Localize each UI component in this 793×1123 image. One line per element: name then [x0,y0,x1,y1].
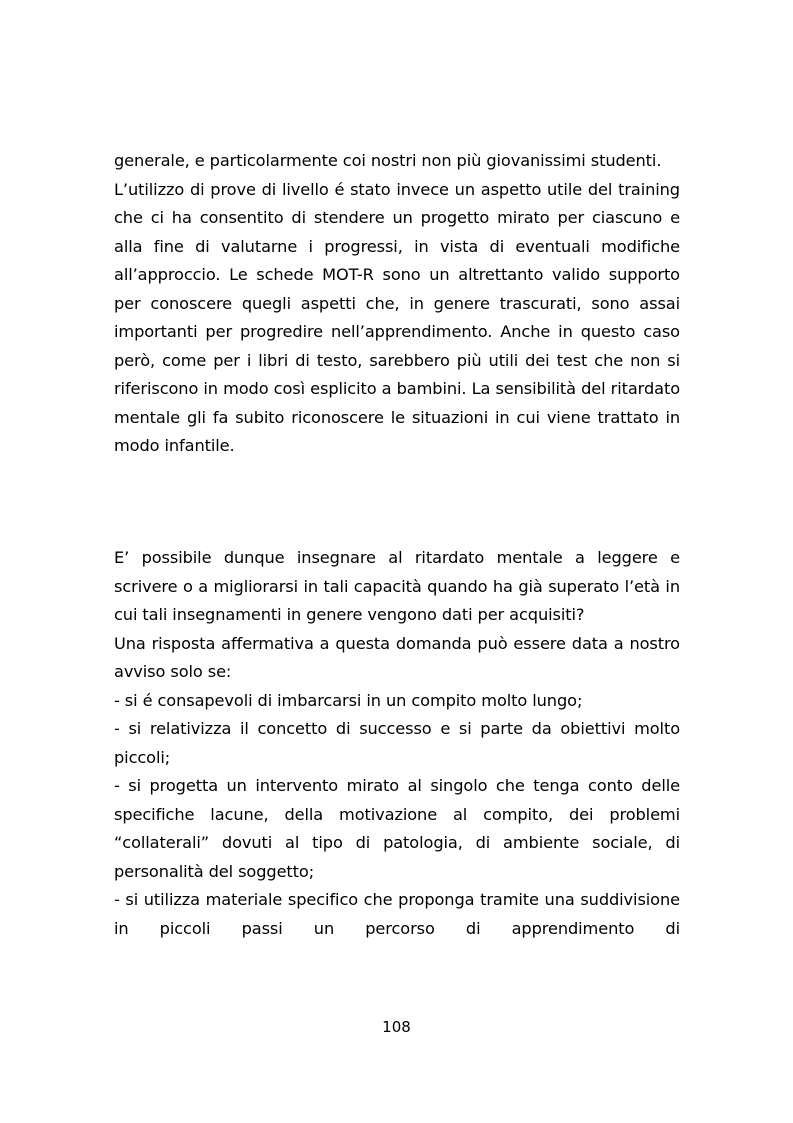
paragraph-question: E’ possibile dunque insegnare al ritardato mentale a leggere e scrivere o a migliorarsi in tali capacità quando ha già superato l’età in cui tali insegnamenti in genere vengono dati per acquisiti? [114,548,680,624]
text-block-top [114,147,680,461]
paragraph-continuation: generale, e particolarmente coi nostri non più giovanissimi studenti. [114,151,662,170]
page-number: 108 [382,1018,411,1036]
list-item: - si é consapevoli di imbarcarsi in un compito molto lungo; [114,690,583,710]
list-item: - si utilizza materiale specifico che proponga tramite una suddivisione in piccoli passi un percorso di apprendimento di [114,890,680,938]
list-item: - si progetta un intervento mirato al singolo che tenga conto delle specifiche lacune, della motivazione al compito, dei problemi “collaterali” dovuti al tipo di patologia, di ambiente sociale, di personalità del soggetto; [114,776,680,881]
paragraph-level-tests: L’utilizzo di prove di livello é stato invece un aspetto utile del training che ci ha consentito di stendere un progetto mirato per ciascuno e alla fine di valutarne i progressi, in vista di eventuali modifiche all’approccio. Le schede MOT-R sono un altrettanto valido supporto per conoscere quegli aspetti che, in genere trascurati, sono assai importanti per progredire nell’apprendimento. Anche in questo caso però, come per i libri di testo, sarebbero più utili dei test che non si riferiscono in modo così esplicito a bambini. La sensibilità del ritardato mentale gli fa subito riconoscere le situazioni in cui viene trattato in modo infantile. [114,179,680,455]
paragraph-answer-intro: Una risposta affermativa a questa domanda può essere data a nostro avviso solo se: [114,633,680,681]
list-item: - si relativizza il concetto di successo e si parte da obiettivi molto piccoli; [114,719,680,767]
text-block-bottom [114,544,680,943]
